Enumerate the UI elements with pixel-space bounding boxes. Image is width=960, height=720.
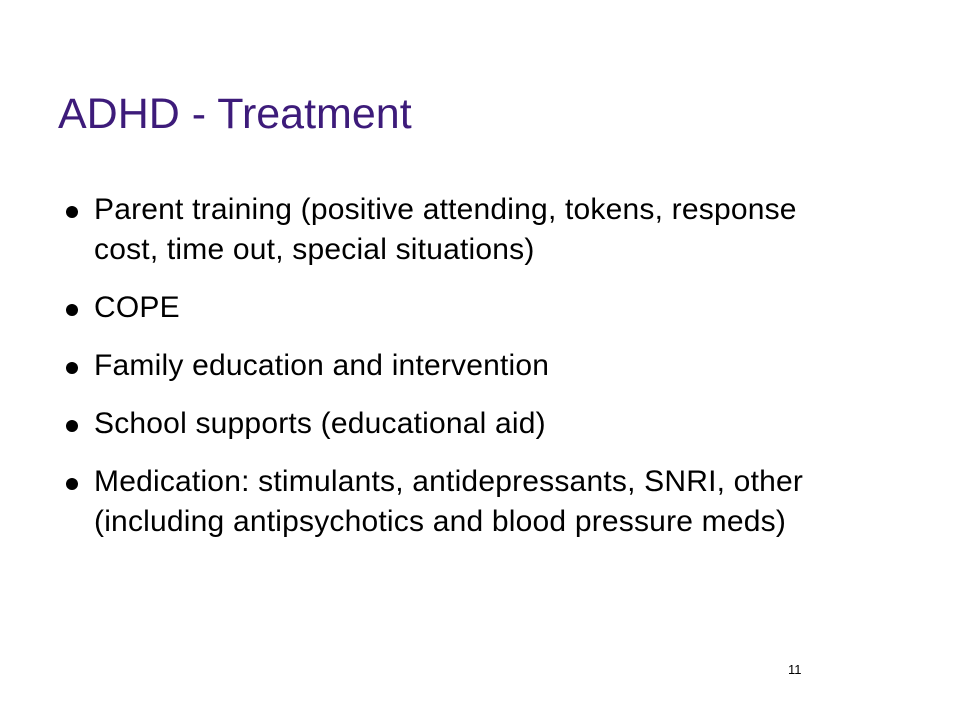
bullet-dot-icon bbox=[66, 206, 78, 218]
bullet-item-parent-training bbox=[64, 190, 864, 270]
bullet-item-medication bbox=[64, 462, 864, 542]
bullet-text: Medication: stimulants, antidepressants, SNRI, other (including antipsychotics and blood pressure meds) bbox=[94, 465, 804, 538]
bullet-dot-icon bbox=[66, 420, 78, 432]
slide-title: ADHD - Treatment bbox=[58, 90, 412, 138]
bullet-list bbox=[64, 190, 864, 560]
bullet-item-cope bbox=[64, 288, 864, 328]
bullet-text: Family education and intervention bbox=[94, 349, 550, 382]
page-number: 11 bbox=[788, 662, 802, 677]
bullet-dot-icon bbox=[66, 304, 78, 316]
bullet-text: Parent training (positive attending, tokens, response cost, time out, special situations) bbox=[94, 193, 797, 266]
bullet-dot-icon bbox=[66, 478, 78, 490]
bullet-text: School supports (educational aid) bbox=[94, 407, 546, 440]
bullet-dot-icon bbox=[66, 362, 78, 374]
bullet-item-family-education bbox=[64, 346, 864, 386]
bullet-text: COPE bbox=[94, 291, 180, 324]
bullet-item-school-supports bbox=[64, 404, 864, 444]
